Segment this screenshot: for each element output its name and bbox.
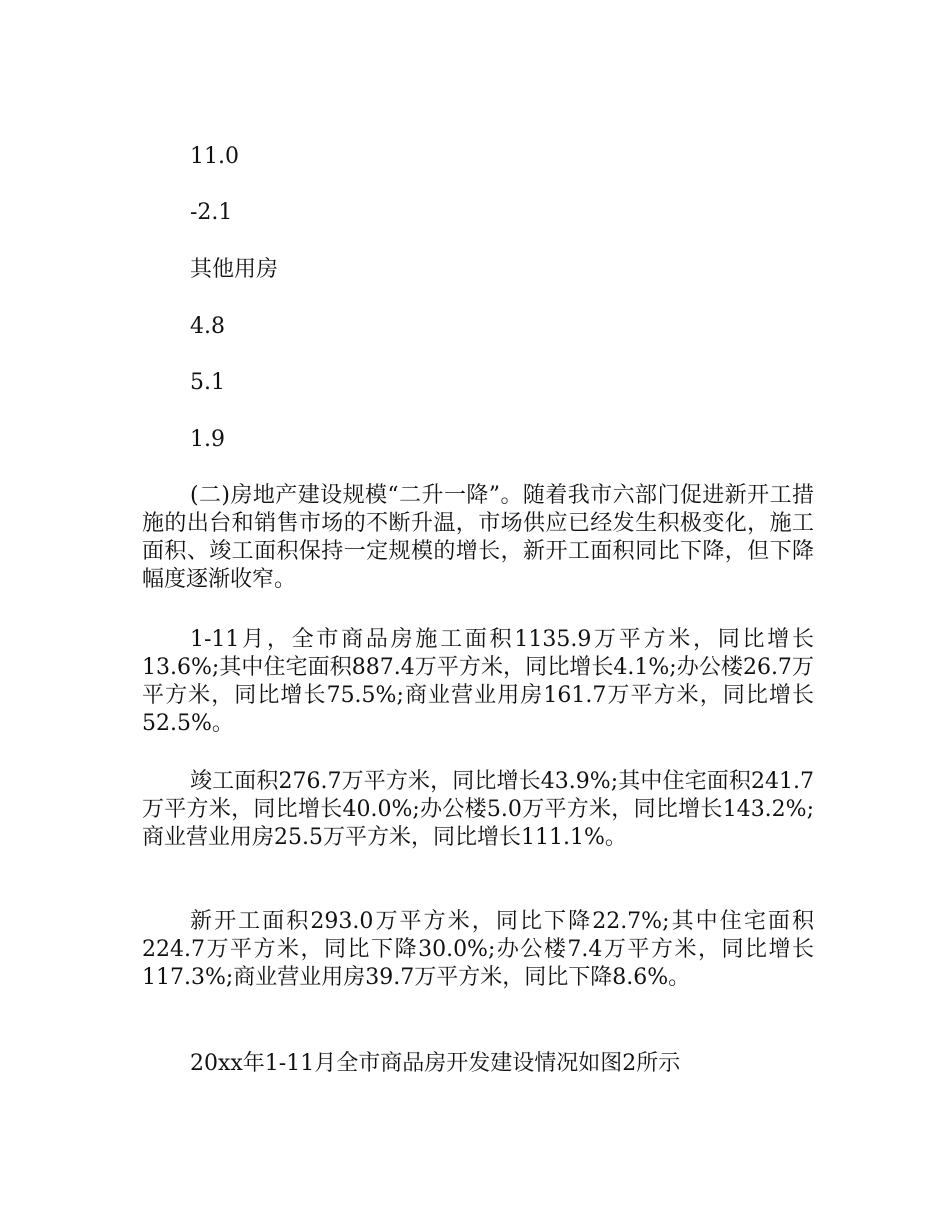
table-value: 4.8 — [190, 314, 225, 339]
figure-caption: 20xx年1-11月全市商品房开发建设情况如图2所示 — [190, 1051, 681, 1076]
table-value: 5.1 — [190, 370, 225, 395]
table-value: 1.9 — [190, 427, 225, 452]
paragraph-construction-area: 1-11月，全市商品房施工面积1135.9万平方米，同比增长13.6%;其中住宅面积887.4万平方米，同比增长4.1%;办公楼26.7万平方米，同比增长75.5%;商业营业用房161.7万平方米，同比增长52.5%。 — [142, 627, 814, 736]
paragraph-construction-scale: (二)房地产建设规模“二升一降”。随着我市六部门促进新开工措施的出台和销售市场的不断升温，市场供应已经发生积极变化，施工面积、竣工面积保持一定规模的增长，新开工面积同比下降，但下降幅度逐渐收窄。 — [142, 483, 814, 592]
table-value: -2.1 — [190, 200, 233, 225]
table-row-label: 其他用房 — [190, 257, 279, 282]
paragraph-new-construction: 新开工面积293.0万平方米，同比下降22.7%;其中住宅面积224.7万平方米，同比下降30.0%;办公楼7.4万平方米，同比增长117.3%;商业营业用房39.7万平方米，同比下降8.6%。 — [142, 909, 814, 990]
paragraph-completed-area: 竣工面积276.7万平方米，同比增长43.9%;其中住宅面积241.7万平方米，同比增长40.0%;办公楼5.0万平方米，同比增长143.2%;商业营业用房25.5万平方米，同比增长111.1%。 — [142, 769, 814, 850]
table-value: 11.0 — [190, 144, 239, 169]
